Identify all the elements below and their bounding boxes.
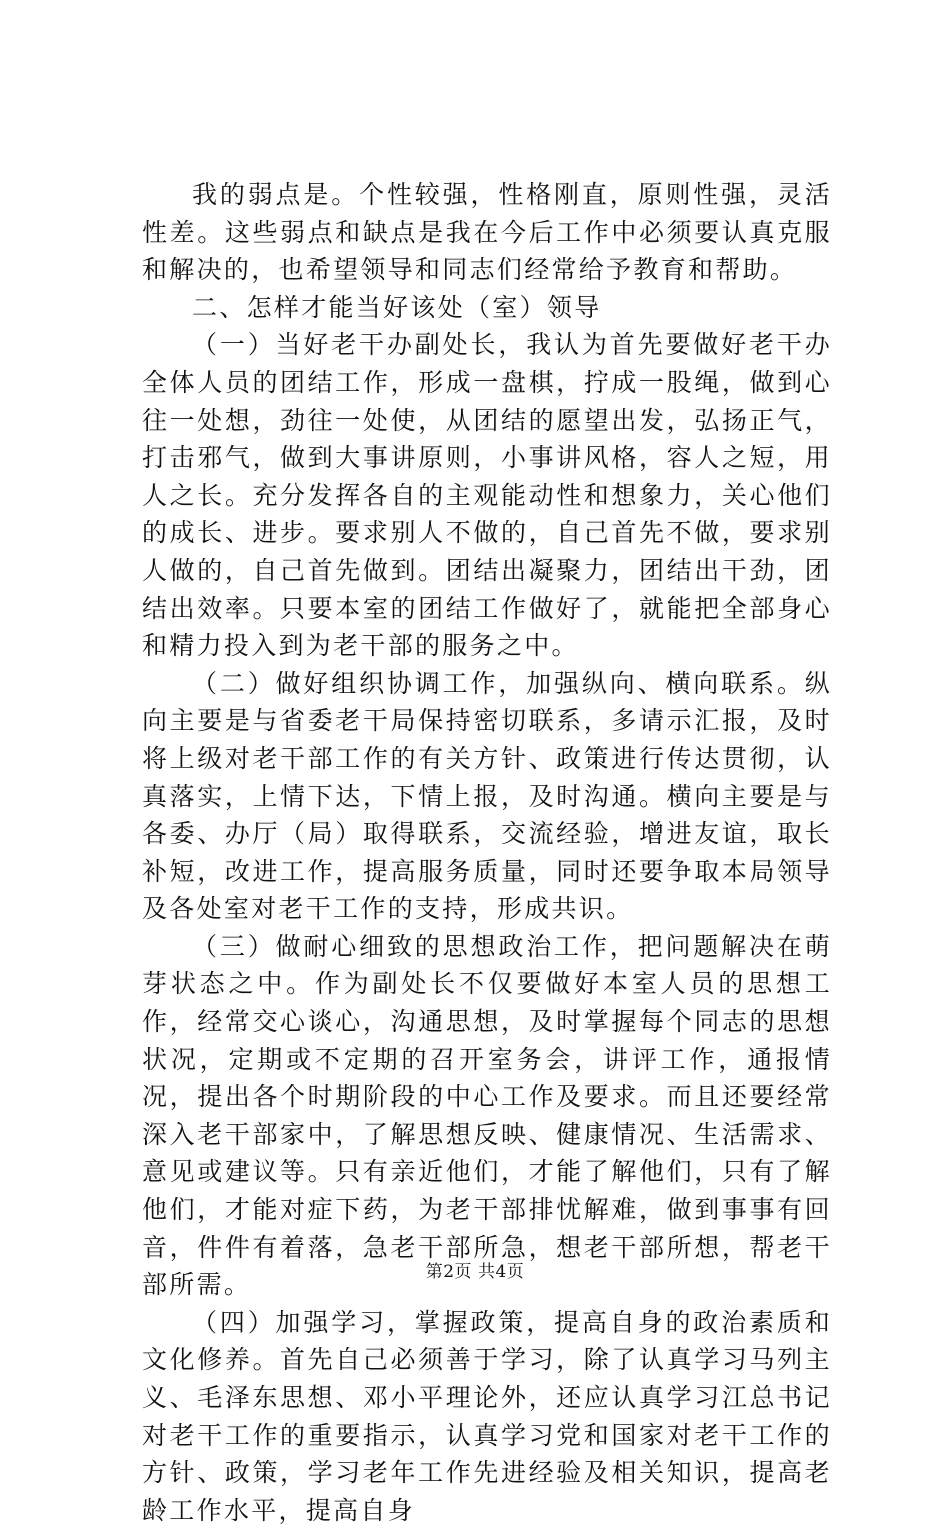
paragraph-ideological-work: （三）做耐心细致的思想政治工作，把问题解决在萌芽状态之中。作为副处长不仅要做好本室人员的思想工作，经常交心谈心，沟通思想，及时掌握每个同志的思想状况，定期或不定期的召开室务会，讲评工作，通报情况，提出各个时期阶段的中心工作及要求。而且还要经常深入老干部家中，了解思想反映、健康情况、生活需求、意见或建议等。只有亲近他们，才能了解他们，只有了解他们，才能对症下药，为老干部排忧解难，做到事事有回音，件件有着落，急老干部所急，想老干部所想，帮老干部所需。	[142, 931, 832, 1300]
paragraph-unity: （一）当好老干办副处长，我认为首先要做好老干办全体人员的团结工作，形成一盘棋，拧成一股绳，做到心往一处想，劲往一处使，从团结的愿望出发，弘扬正气，打击邪气，做到大事讲原则，小事讲风格，容人之短，用人之长。充分发挥各自的主观能动性和想象力，关心他们的成长、进步。要求别人不做的，自己首先不做，要求别人做的，自己首先做到。团结出凝聚力，团结出干劲，团结出效率。只要本室的团结工作做好了，就能把全部身心和精力投入到为老干部的服务之中。	[142, 330, 832, 661]
paragraph-coordination: （二）做好组织协调工作，加强纵向、横向联系。纵向主要是与省委老干局保持密切联系，多请示汇报，及时将上级对老干部工作的有关方针、政策进行传达贯彻，认真落实，上情下达，下情上报，及时沟通。横向主要是与各委、办厅（局）取得联系，交流经验，增进友谊，取长补短，改进工作，提高服务质量，同时还要争取本局领导及各处室对老干工作的支持，形成共识。	[142, 668, 832, 924]
paragraph-study: （四）加强学习，掌握政策，提高自身的政治素质和文化修养。首先自己必须善于学习，除了认真学习马列主义、毛泽东思想、邓小平理论外，还应认真学习江总书记对老干工作的重要指示，认真学习党和国家对老干工作的方针、政策，学习老年工作先进经验及相关知识，提高老龄工作水平，提高自身	[142, 1307, 832, 1525]
section-heading-leadership: 二、怎样才能当好该处（室）领导	[192, 292, 602, 322]
paragraph-weaknesses: 我的弱点是。个性较强，性格刚直，原则性强，灵活性差。这些弱点和缺点是我在今后工作中必须要认真克服和解决的，也希望领导和同志们经常给予教育和帮助。	[142, 180, 832, 285]
document-body	[142, 176, 832, 1529]
page-number-footer: 第2页 共4页	[425, 1262, 525, 1282]
